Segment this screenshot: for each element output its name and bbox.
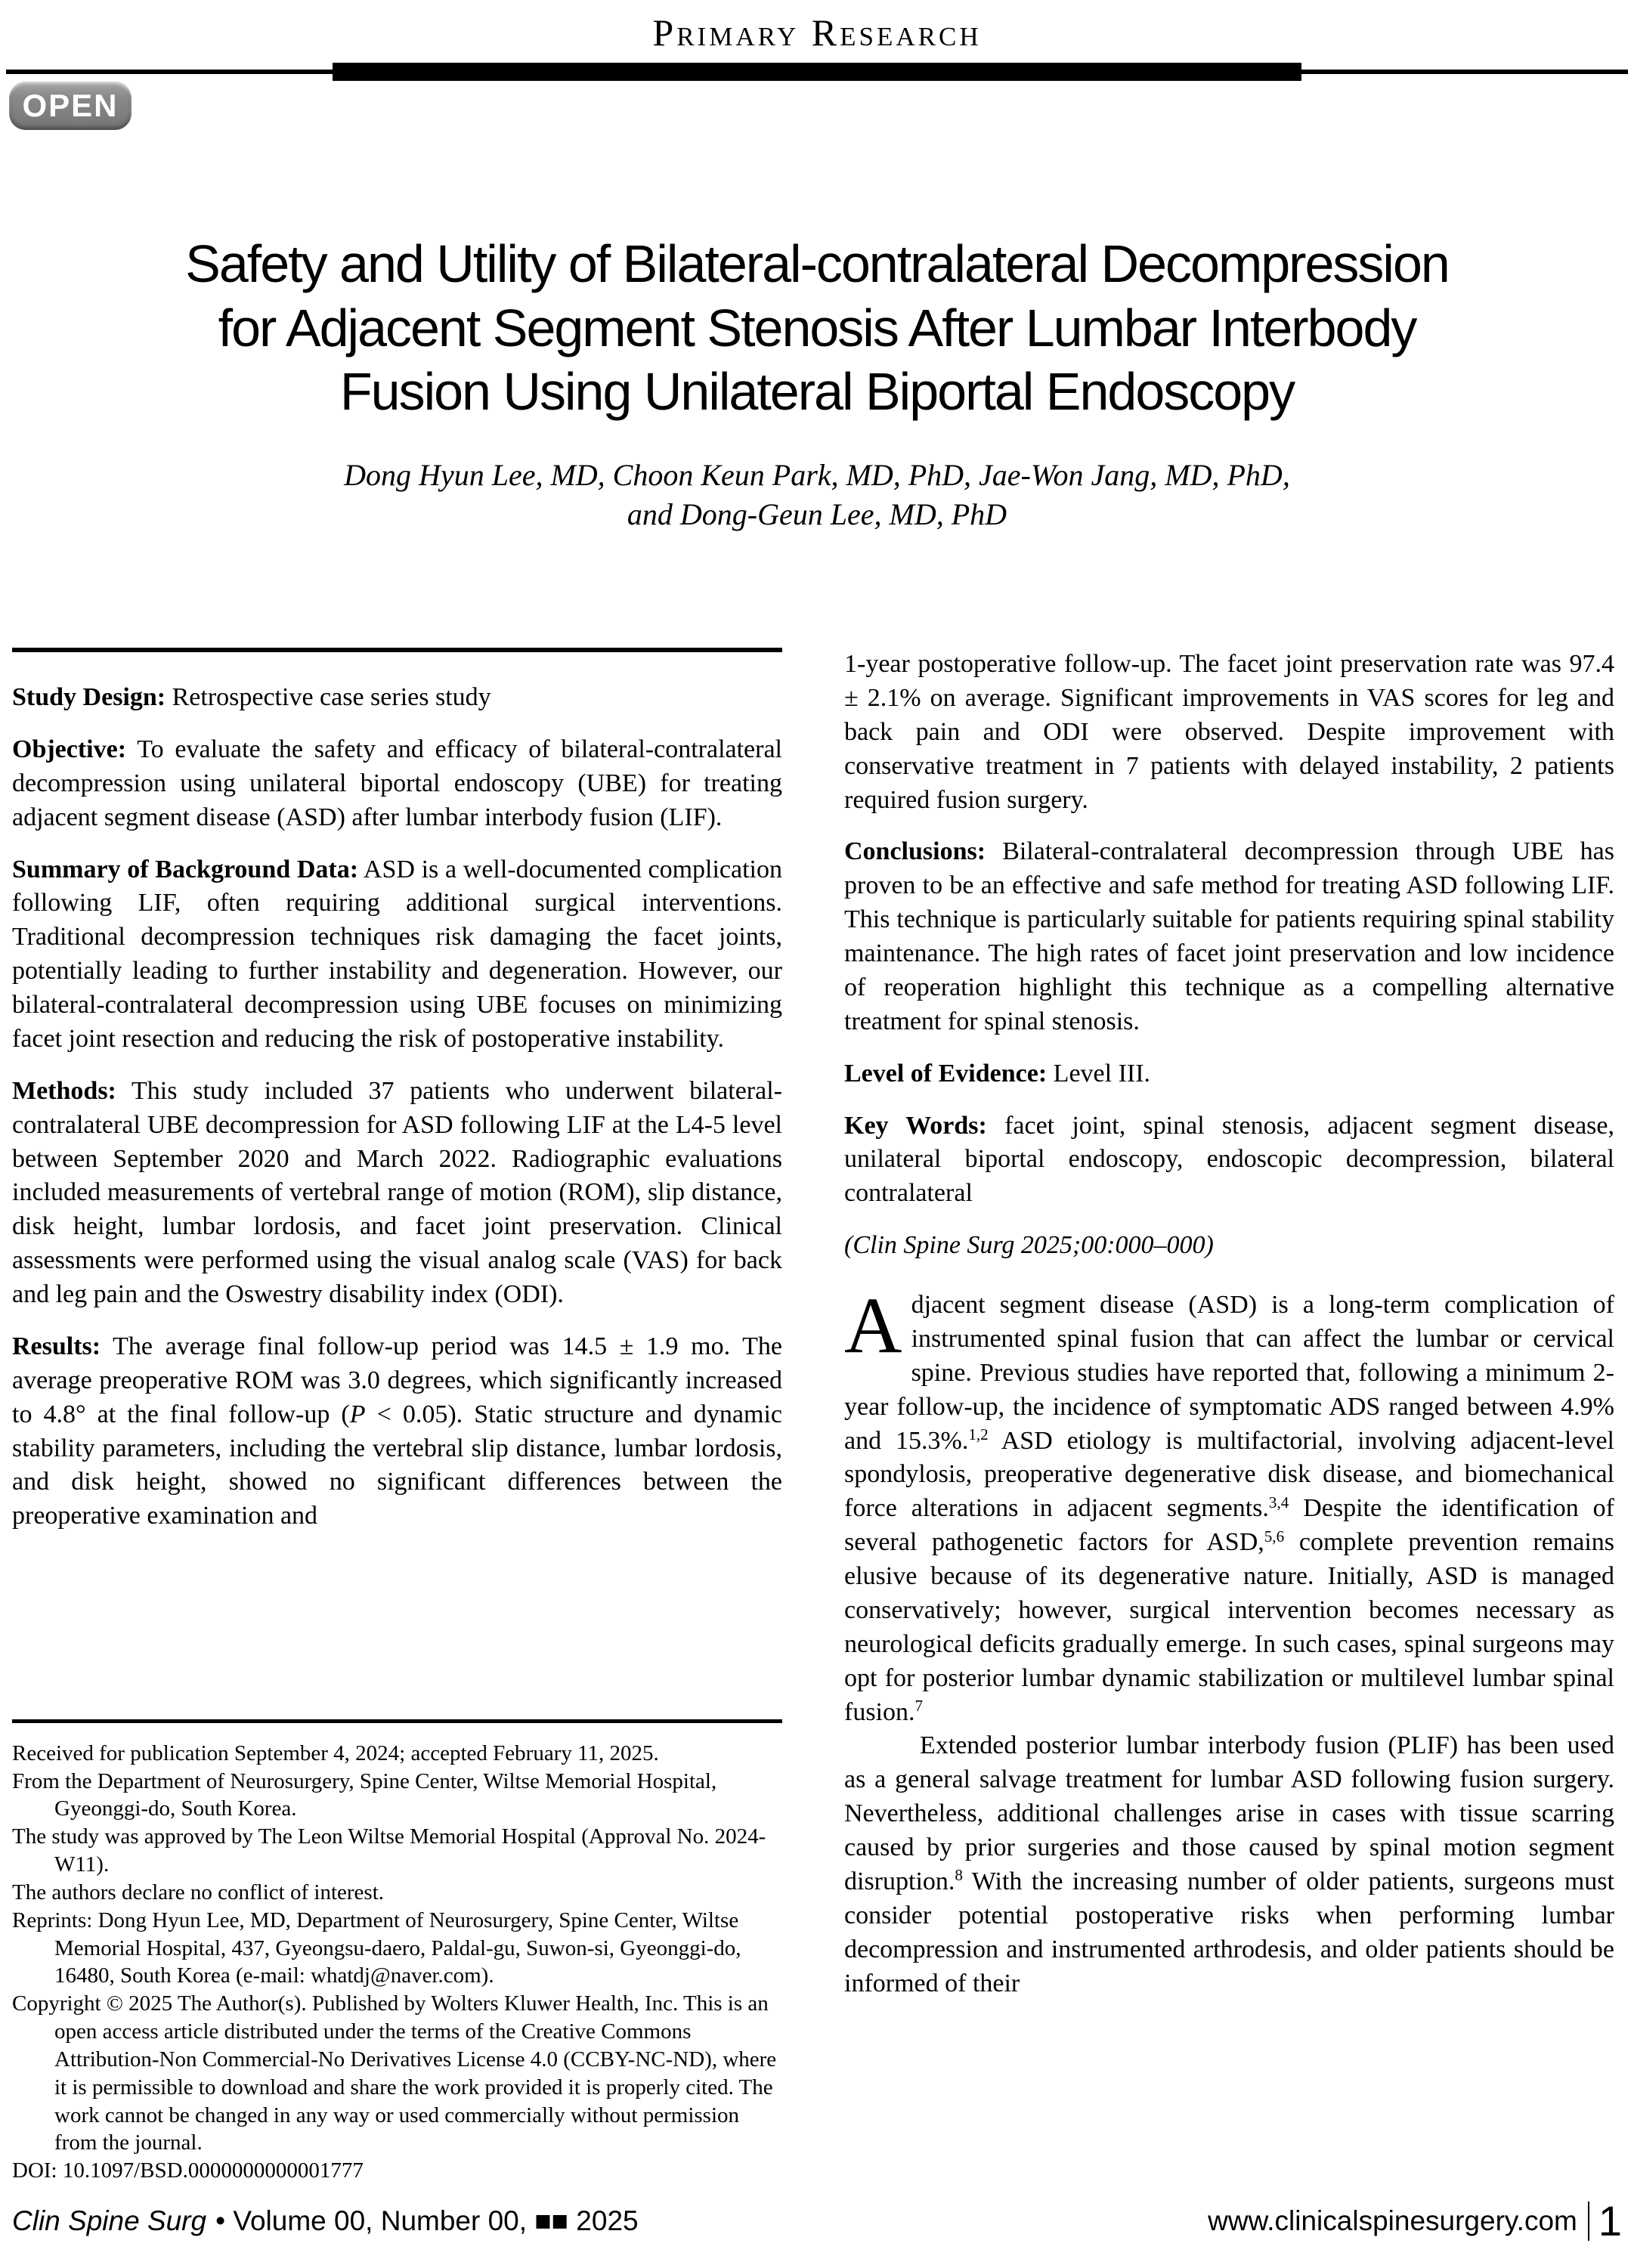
footnote-doi: DOI: 10.1097/BSD.0000000000001777 <box>12 2158 364 2183</box>
intro-paragraph-1-text: djacent segment disease (ASD) is a long-term complication of instrumented spinal fusion that can affect the lumbar or cervical spine. Previous studies have reported that, following a minimum 2-year follow-up, the incidence of symptomatic ADS ranged between 4.9% and 15.3%.$^{1,2}$ ASD etiology is multifactorial, involving adjacent-level spondylosis, preoperative degenerative disk disease, and biomechanical force alterations in adjacent segments.$^{3,4}$ Despite the identification of several pathogenetic factors for ASD,$^{5,6}$ complete prevention remains elusive because of its degenerative nature. Initially, ASD is managed conservatively; however, surgical intervention becomes necessary as neurological deficits gradually emerge. In such cases, spinal surgeons may opt for posterior lumbar dynamic stabilization or multilevel lumbar spinal fusion.$^7$ <box>844 1291 1614 1726</box>
author-line-1: Dong Hyun Lee, MD, Choon Keun Park, MD, PhD, Jae-Won Jang, MD, PhD, <box>344 458 1290 493</box>
abstract-label-background: Summary of Background Data: <box>12 855 359 883</box>
abstract-section-results <box>12 1330 782 1533</box>
title-line-3: Fusion Using Unilateral Biportal Endoscopy <box>339 362 1295 422</box>
drop-cap: A <box>844 1281 902 1370</box>
abstract-label-level-of-evidence: Level of Evidence: <box>844 1059 1048 1088</box>
footnote-copyright: Copyright © 2025 The Author(s). Published by Wolters Kluwer Health, Inc. This is an open access article distributed under the terms of the Creative Commons Attribution-Non Commercial-No Derivatives License 4.0 (CCBY-NC-ND), where it is permissible to download and share the work provided it is properly cited. The work cannot be changed in any way or used commercially without permission from the journal. <box>12 1991 777 2155</box>
footnote-approval: The study was approved by The Leon Wiltse Memorial Hospital (Approval No. 2024-W11). <box>12 1824 766 1877</box>
abstract-label-methods: Methods: <box>12 1076 116 1105</box>
abstract-section-background <box>12 853 782 1057</box>
open-access-badge-label: OPEN <box>22 88 119 123</box>
right-column <box>844 648 1614 2185</box>
footnote-reprints: Reprints: Dong Hyun Lee, MD, Department of Neurosurgery, Spine Center, Wiltse Memorial Hospital, 437, Gyeongsu-daero, Paldal-gu, Suwon-si, Gyeonggi-do, 16480, South Korea (e-mail: whatdj@naver.com). <box>12 1908 741 1988</box>
abstract-text-level-of-evidence: Level III. <box>1047 1059 1151 1088</box>
abstract-label-results: Results: <box>12 1332 101 1360</box>
header-rule-thick <box>333 63 1301 81</box>
abstract-text-results: The average final follow-up period was 14.5 ± 1.9 mo. The average preoperative ROM was 3.0 degrees, which significantly increased to 4.8° at the final follow-up (P < 0.05). Static structure and dynamic stability parameters, including the vertebral slip distance, lumbar lordosis, and disk height, showed no significant differences between the preoperative examination and <box>12 1332 782 1530</box>
footer-page-number: 1 <box>1598 2197 1622 2245</box>
header-rule <box>0 63 1634 81</box>
title-line-1: Safety and Utility of Bilateral-contralateral Decompression <box>185 234 1449 293</box>
left-column <box>12 648 782 2185</box>
abstract-section-level-of-evidence <box>844 1057 1614 1091</box>
footer-journal-name: Clin Spine Surg <box>12 2205 207 2236</box>
abstract-label-key-words: Key Words: <box>844 1111 987 1140</box>
footnote-separator-rule <box>12 1719 782 1723</box>
footer-url: www.clinicalspinesurgery.com <box>1208 2205 1577 2236</box>
abstract-top-rule <box>12 648 782 652</box>
footer-divider <box>1588 2201 1589 2241</box>
running-head: Primary Research <box>652 11 982 54</box>
article-title <box>0 232 1634 424</box>
abstract-text-conclusions: Bilateral-contralateral decompression through UBE has proven to be an effective and safe method for treating ASD following LIF. This technique is particularly suitable for patients requiring spinal stability maintenance. The high rates of facet joint preservation and low incidence of reoperation highlight this technique as a compelling alternative treatment for spinal stenosis. <box>844 837 1614 1035</box>
abstract-text-key-words: facet joint, spinal stenosis, adjacent segment disease, unilateral biportal endoscopy, endoscopic decompression, bilateral contralateral <box>844 1111 1614 1208</box>
author-list <box>0 456 1634 534</box>
abstract-label-conclusions: Conclusions: <box>844 837 986 866</box>
abstract-section-conclusions <box>844 835 1614 1038</box>
footnote-received: Received for publication September 4, 2024; accepted February 11, 2025. <box>12 1740 659 1765</box>
journal-citation-line: (Clin Spine Surg 2025;00:000–000) <box>844 1231 1214 1260</box>
abstract-results-continuation: 1-year postoperative follow-up. The facet joint preservation rate was 97.4 ± 2.1% on average. Significant improvements in VAS scores for leg and back pain and ODI were observed. Despite improvement with conservative treatment in 7 patients with delayed instability, 2 patients required fusion surgery. <box>844 650 1614 814</box>
intro-paragraph-1 <box>844 1281 1614 1729</box>
page-footer <box>12 2197 1622 2245</box>
abstract-text-methods: This study included 37 patients who underwent bilateral-contralateral UBE decompression for ASD following LIF at the L4-5 level between September 2020 and March 2022. Radiographic evaluations included measurements of vertebral range of motion (ROM), slip distance, disk height, lumbar lordosis, and facet joint preservation. Clinical assessments were performed using the visual analog scale (VAS) for back and leg pain and the Oswestry disability index (ODI). <box>12 1076 782 1309</box>
abstract-text-study-design: Retrospective case series study <box>166 683 491 712</box>
open-access-badge <box>9 82 132 130</box>
footnote-affiliation: From the Department of Neurosurgery, Spine Center, Wiltse Memorial Hospital, Gyeonggi-do, South Korea. <box>12 1768 717 1821</box>
abstract-label-study-design: Study Design: <box>12 683 166 712</box>
footer-journal-info <box>12 2205 639 2237</box>
title-line-2: for Adjacent Segment Stenosis After Lumbar Interbody <box>218 298 1416 357</box>
abstract-section-study-design <box>12 681 782 715</box>
abstract-text-background: ASD is a well-documented complication following LIF, often requiring additional surgical interventions. Traditional decompression techniques risk damaging the facet joints, potentially leading to further instability and degeneration. However, our bilateral-contralateral decompression using UBE focuses on minimizing facet joint resection and reducing the risk of postoperative instability. <box>12 855 782 1053</box>
intro-paragraph-2: Extended posterior lumbar interbody fusion (PLIF) has been used as a general salvage treatment for lumbar ASD following fusion surgery. Nevertheless, additional challenges arise in cases with tissue scarring caused by prior surgeries and those caused by spinal motion segment disruption.$^8$ With the increasing number of older patients, surgeons must consider potential postoperative risks when performing lumbar decompression and instrumented arthrodesis, and older patients should be informed of their <box>844 1731 1614 1997</box>
footnote-block <box>12 1712 782 2185</box>
abstract-text-objective: To evaluate the safety and efficacy of bilateral-contralateral decompression using unilateral biportal endoscopy (UBE) for treating adjacent segment disease (ASD) after lumbar interbody fusion (LIF). <box>12 735 782 831</box>
footer-issue-text: • Volume 00, Number 00, ■■ 2025 <box>215 2205 639 2236</box>
author-line-2: and Dong-Geun Lee, MD, PhD <box>627 497 1007 532</box>
abstract-section-objective <box>12 733 782 835</box>
footnote-conflict: The authors declare no conflict of interest. <box>12 1880 384 1904</box>
two-column-body <box>0 648 1634 2185</box>
abstract-label-objective: Objective: <box>12 735 127 763</box>
abstract-section-key-words <box>844 1109 1614 1211</box>
footer-site-info <box>1208 2197 1622 2245</box>
abstract-section-methods <box>12 1075 782 1312</box>
